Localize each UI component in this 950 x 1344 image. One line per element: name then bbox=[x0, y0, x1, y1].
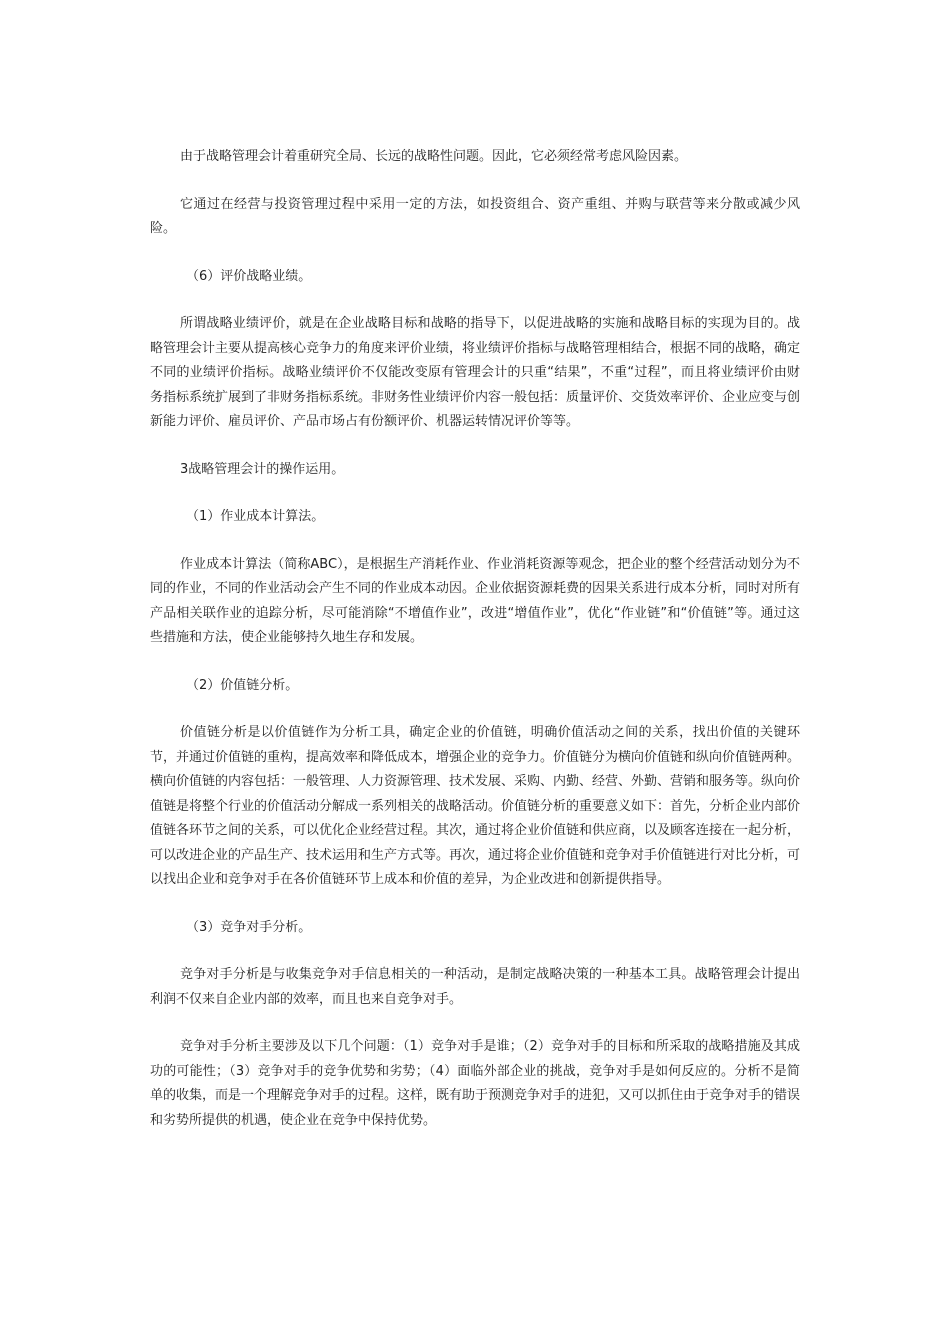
paragraph-risk-factors: 由于战略管理会计着重研究全局、长远的战略性问题。因此，它必须经常考虑风险因素。 bbox=[180, 149, 688, 164]
paragraph-value-chain: 价值链分析是以价值链作为分析工具，确定企业的价值链，明确价值活动之间的关系，找出价值的关键环节，并通过价值链的重构，提高效率和降低成本，增强企业的竞争力。价值链分为横向价值链和纵向价值链两种。横向价值链的内容包括：一般管理、人力资源管理、技术发展、采购、内勤、经营、外勤、营销和服务等。纵向价值链是将整个行业的价值活动分解成一系列相关的战略活动。价值链分析的重要意义如下：首先，分析企业内部价值链各环节之间的关系，可以优化企业经营过程。其次，通过将企业价值链和供应商，以及顾客连接在一起分析，可以改进企业的产品生产、技术运用和生产方式等。再次，通过将企业价值链和竞争对手价值链进行对比分析，可以找出企业和竞争对手在各价值链环节上成本和价值的差异，为企业改进和创新提供指导。 bbox=[150, 725, 801, 887]
subheading-activity-costing: （1）作业成本计算法。 bbox=[186, 509, 325, 524]
paragraph-strategic-performance: 所谓战略业绩评价，就是在企业战略目标和战略的指导下，以促进战略的实施和战略目标的实现为目的。战略管理会计主要从提高核心竞争力的角度来评价业绩，将业绩评价指标与战略管理相结合，根据不同的战略，确定不同的业绩评价指标。战略业绩评价不仅能改变原有管理会计的只重“结果”，不重“过程”，而且将业绩评价由财务指标系统扩展到了非财务指标系统。非财务性业绩评价内容一般包括：质量评价、交货效率评价、企业应变与创新能力评价、雇员评价、产品市场占有份额评价、机器运转情况评价等等。 bbox=[150, 316, 801, 429]
paragraph-competitor-analysis-intro: 竞争对手分析是与收集竞争对手信息相关的一种活动，是制定战略决策的一种基本工具。战略管理会计提出利润不仅来自企业内部的效率，而且也来自竞争对手。 bbox=[150, 967, 800, 1007]
subheading-strategic-performance: （6）评价战略业绩。 bbox=[186, 268, 312, 284]
subheading-value-chain: （2）价值链分析。 bbox=[186, 677, 299, 693]
paragraph-competitor-analysis-issues: 竞争对手分析主要涉及以下几个问题：（1）竞争对手是谁；（2）竞争对手的目标和所采取的战略措施及其成功的可能性；（3）竞争对手的竞争优势和劣势；（4）面临外部企业的挑战，竞争对手是如何反应的。分析不是简单的收集，而是一个理解竞争对手的过程。这样，既有助于预测竞争对手的进犯，又可以抓住由于竞争对手的错误和劣势所提供的机遇，使企业在竞争中保持优势。 bbox=[150, 1039, 801, 1128]
section-heading-operation: 3战略管理会计的操作运用。 bbox=[180, 461, 345, 477]
subheading-competitor-analysis: （3）竞争对手分析。 bbox=[186, 919, 312, 935]
paragraph-activity-costing: 作业成本计算法（简称ABC），是根据生产消耗作业、作业消耗资源等观念，把企业的整个经营活动划分为不同的作业，不同的作业活动会产生不同的作业成本动因。企业依据资源耗费的因果关系进行成本分析，同时对所有产品相关联作业的追踪分析，尽可能消除“不增值作业”，改进“增值作业”，优化“作业链”和“价值链”等。通过这些措施和方法，使企业能够持久地生存和发展。 bbox=[150, 556, 801, 645]
document-page bbox=[150, 145, 800, 1156]
paragraph-risk-diversification: 它通过在经营与投资管理过程中采用一定的方法，如投资组合、资产重组、并购与联营等来分散或减少风险。 bbox=[150, 196, 800, 236]
